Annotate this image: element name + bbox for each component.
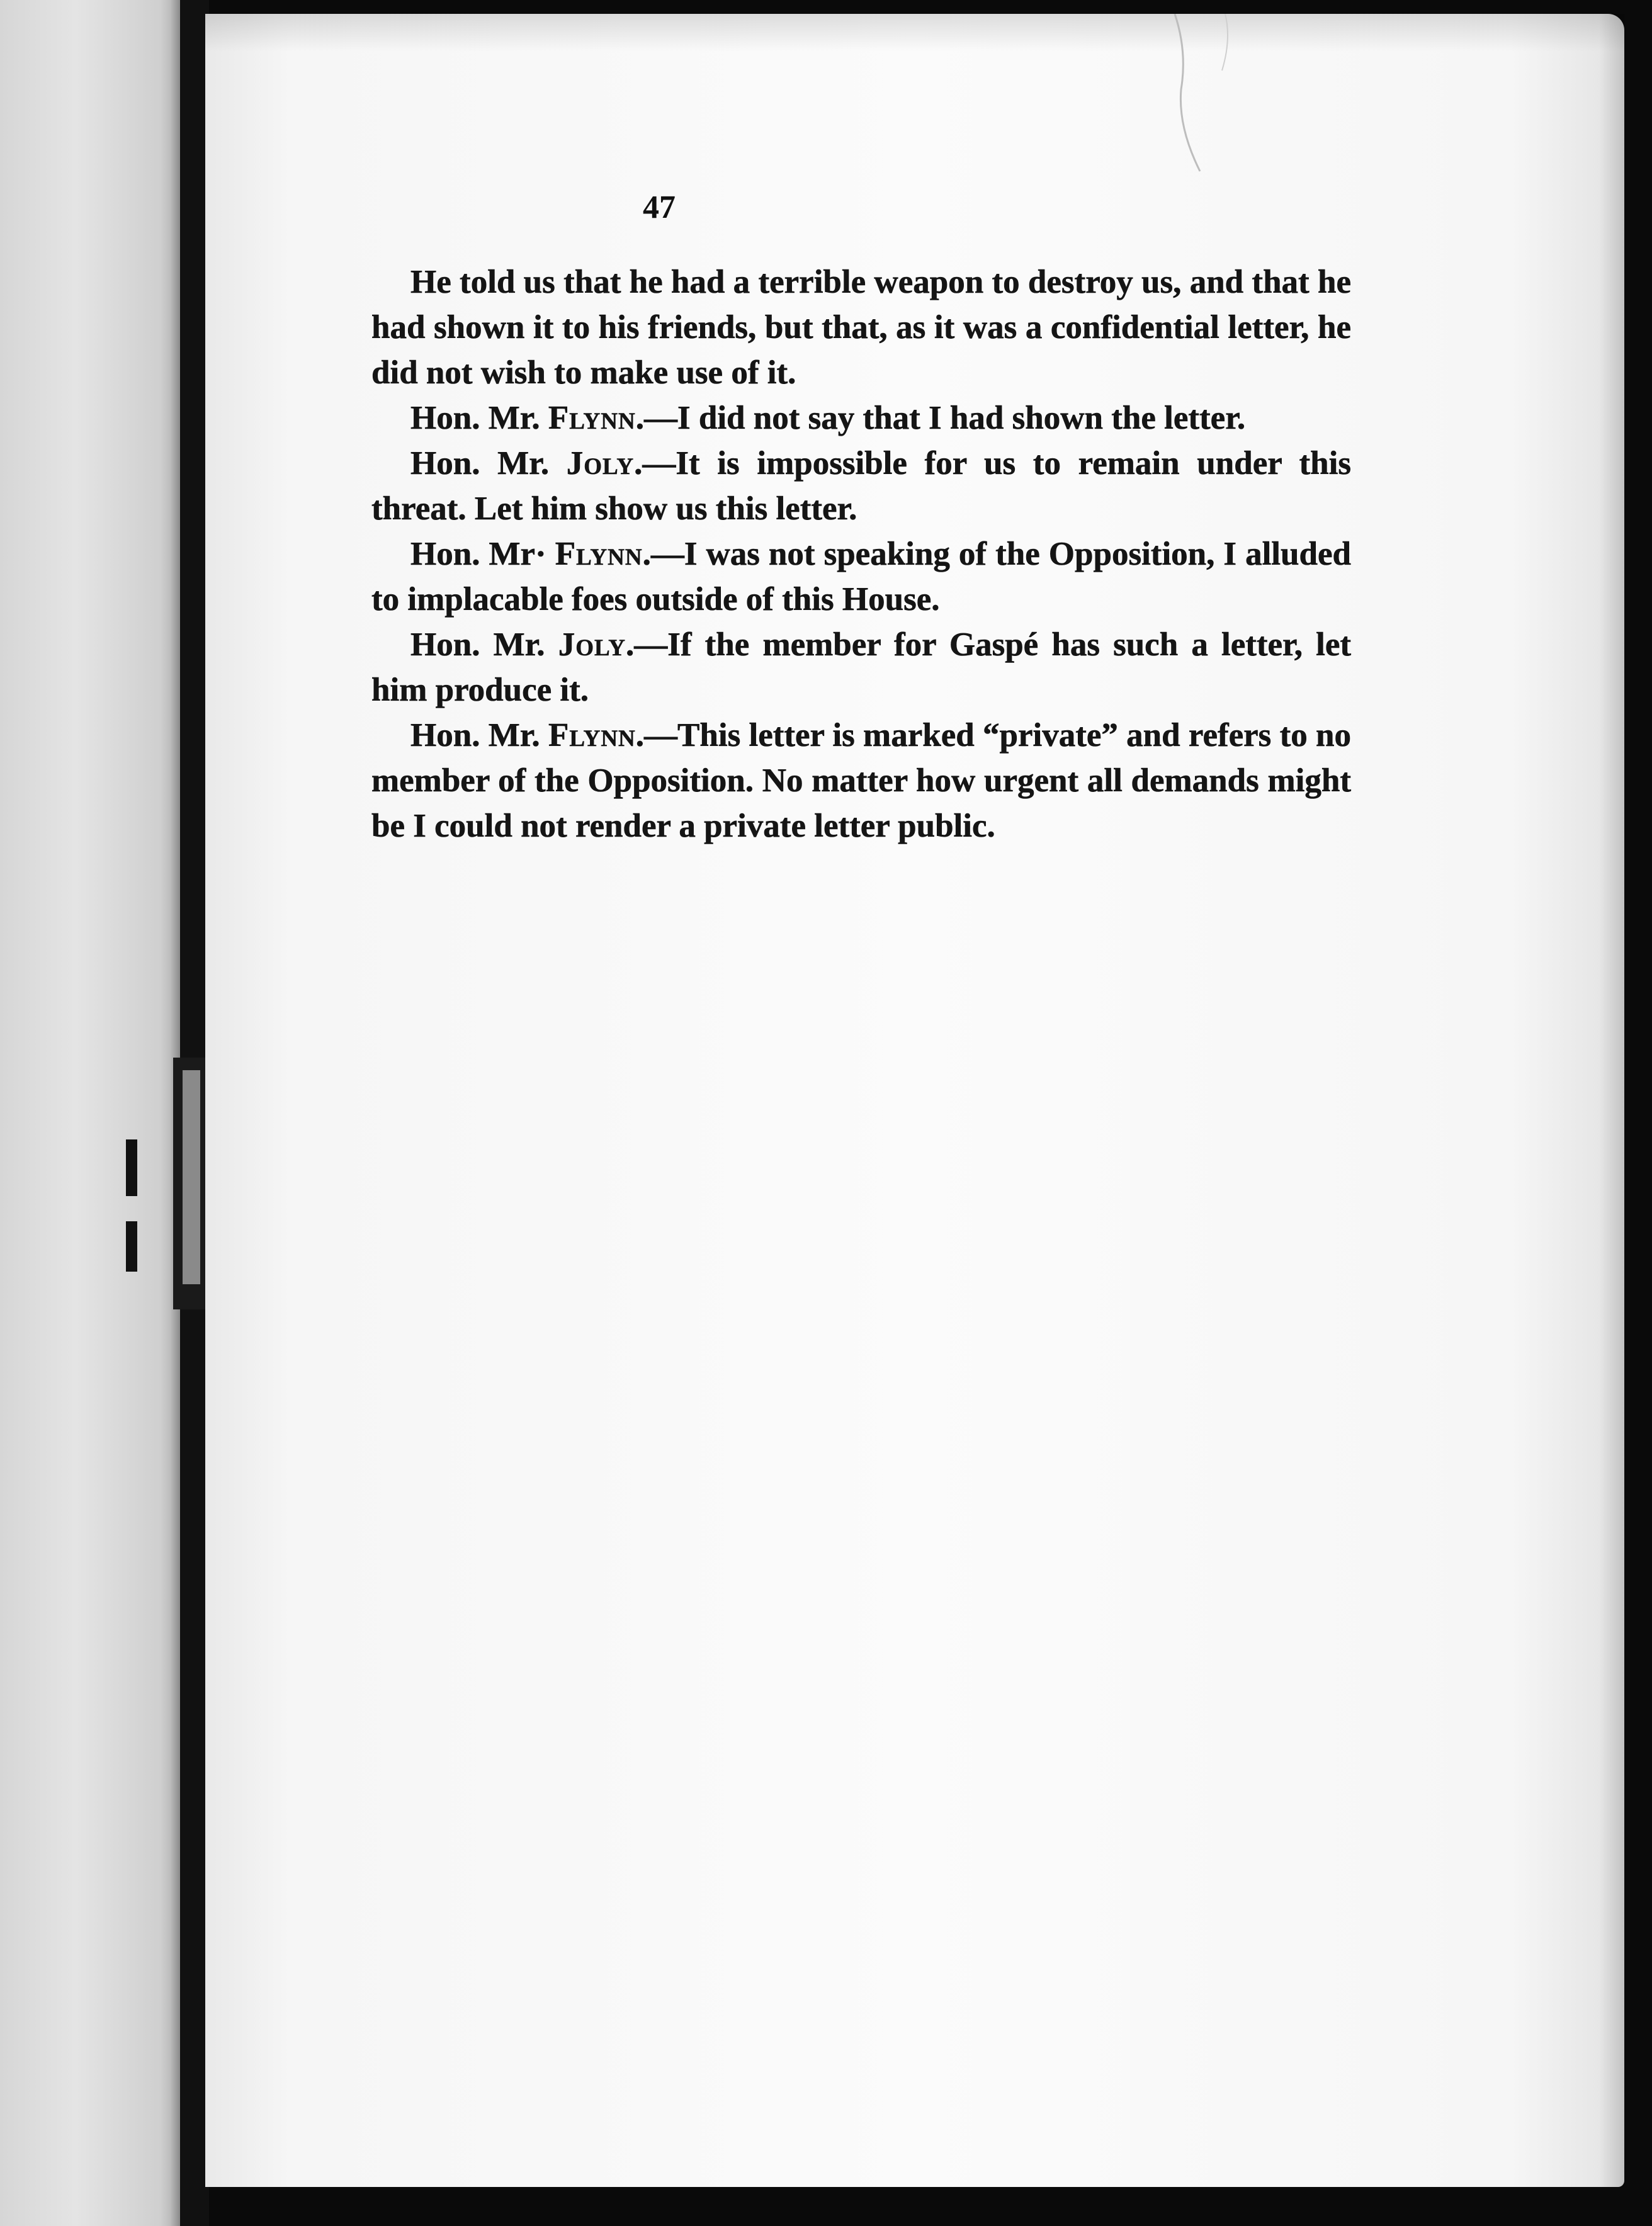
- speaker-name: Flynn: [555, 536, 643, 572]
- speaker-prefix: Hon. Mr.: [410, 400, 548, 436]
- page-number: 47: [643, 189, 676, 225]
- page-top-shadow: [205, 14, 1624, 52]
- paragraph-text: .—It is impossible for us to remain under this threat. Let him show us this letter.: [371, 445, 1351, 527]
- paragraph-text: He told us that he had a terrible weapon to destroy us, and that he had shown it to his friends, but that, as it was a confidential letter, he did not wish to make use of it.: [371, 264, 1351, 391]
- paragraph-1: [371, 259, 1351, 395]
- paragraph-5: [371, 622, 1351, 713]
- speaker-name: Flynn: [548, 717, 636, 754]
- speaker-prefix: Hon. Mr·: [410, 536, 555, 572]
- paragraph-text: .—I did not say that I had shown the letter.: [635, 400, 1246, 436]
- paragraph-2: [371, 395, 1351, 441]
- paragraph-text: .—I was not speaking of the Opposition, I alluded to implacable foes outside of this House.: [371, 536, 1351, 618]
- paragraph-6: [371, 713, 1351, 849]
- speaker-prefix: Hon. Mr.: [410, 445, 567, 482]
- page-right-shadow: [1599, 14, 1624, 2187]
- paragraph-text: .—If the member for Gaspé has such a letter, let him produce it.: [371, 626, 1352, 708]
- paragraph-4: [371, 531, 1351, 622]
- body-text: [371, 259, 1351, 849]
- speaker-name: Flynn: [548, 400, 636, 436]
- speaker-prefix: Hon. Mr.: [410, 626, 558, 663]
- paragraph-text: .—This letter is marked “private” and refers to no member of the Opposition. No matter how urgent all demands might be I could not render a private letter public.: [371, 717, 1351, 844]
- speaker-name: Joly: [558, 626, 626, 663]
- speaker-prefix: Hon. Mr.: [410, 717, 548, 754]
- paragraph-3: [371, 441, 1351, 531]
- speaker-name: Joly: [566, 445, 635, 482]
- paper-crease-mark: [1162, 14, 1263, 178]
